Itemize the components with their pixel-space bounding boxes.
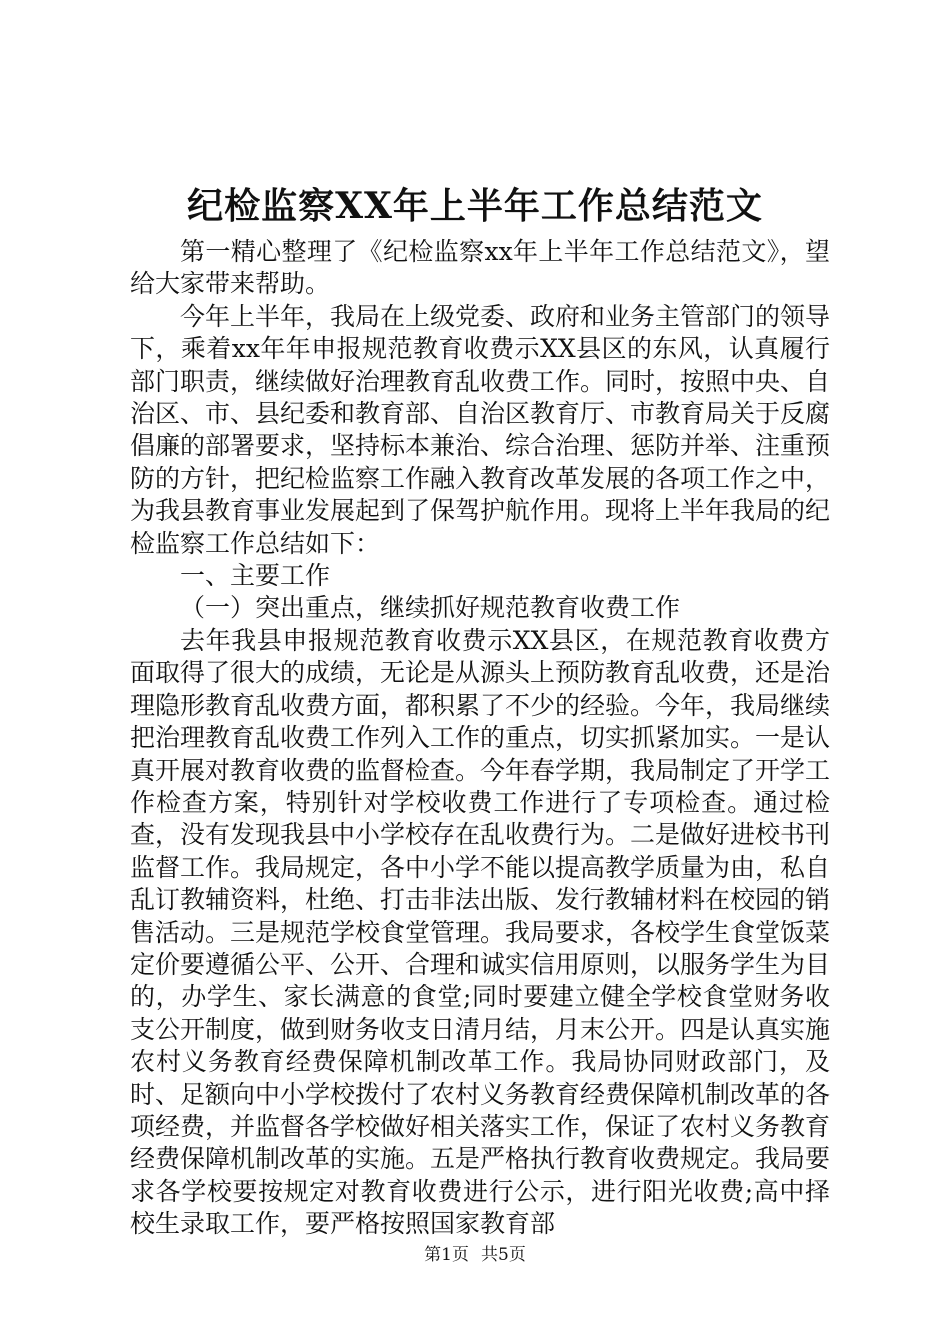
paragraph-fees: 去年我县申报规范教育收费示XX县区，在规范教育收费方面取得了很大的成绩，无论是从源头上预防教育乱收费，还是治理隐形教育乱收费方面，都积累了不少的经验。今年，我局继续把治理教育乱收费工作列入工作的重点，切实抓紧加实。一是认真开展对教育收费的监督检查。今年春学期，我局制定了开学工作检查方案，特别针对学校收费工作进行了专项检查。通过检查，没有发现我县中小学校存在乱收费行为。二是做好进校书刊监督工作。我局规定，各中小学不能以提高教学质量为由，私自乱订教辅资料，杜绝、打击非法出版、发行教辅材料在校园的销售活动。三是规范学校食堂管理。我局要求，各校学生食堂饭菜定价要遵循公平、公开、合理和诚实信用原则，以服务学生为目的，办学生、家长满意的食堂;同时要建立健全学校食堂财务收支公开制度，做到财务收支日清月结，月末公开。四是认真实施农村义务教育经费保障机制改革工作。我局协同财政部门，及时、足额向中小学校拨付了农村义务教育经费保障机制改革的各项经费，并监督各学校做好相关落实工作，保证了农村义务教育经费保障机制改革的实施。五是严格执行教育收费规定。我局要求各学校要按规定对教育收费进行公示，进行阳光收费;高中择校生录取工作，要严格按照国家教育部: [130, 625, 831, 1239]
page-total: 共5页: [481, 1245, 526, 1265]
document-body: [130, 236, 830, 1241]
document-title: 纪检监察XX年上半年工作总结范文: [187, 185, 763, 227]
section-heading: 一、主要工作: [180, 561, 331, 591]
page-footer: [0, 1244, 950, 1266]
paragraph-intro: 第一精心整理了《纪检监察xx年上半年工作总结范文》，望给大家带来帮助。: [130, 237, 830, 299]
page-number: 第1页: [424, 1245, 469, 1265]
paragraph-overview: 今年上半年，我局在上级党委、政府和业务主管部门的领导下，乘着xx年年申报规范教育收费示XX县区的东风，认真履行部门职责，继续做好治理教育乱收费工作。同时，按照中央、自治区、市、县纪委和教育部、自治区教育厅、市教育局关于反腐倡廉的部署要求，坚持标本兼治、综合治理、惩防并举、注重预防的方针，把纪检监察工作融入教育改革发展的各项工作之中，为我县教育事业发展起到了保驾护航作用。现将上半年我局的纪检监察工作总结如下：: [130, 301, 831, 558]
subsection-heading: （一）突出重点，继续抓好规范教育收费工作: [180, 593, 681, 623]
